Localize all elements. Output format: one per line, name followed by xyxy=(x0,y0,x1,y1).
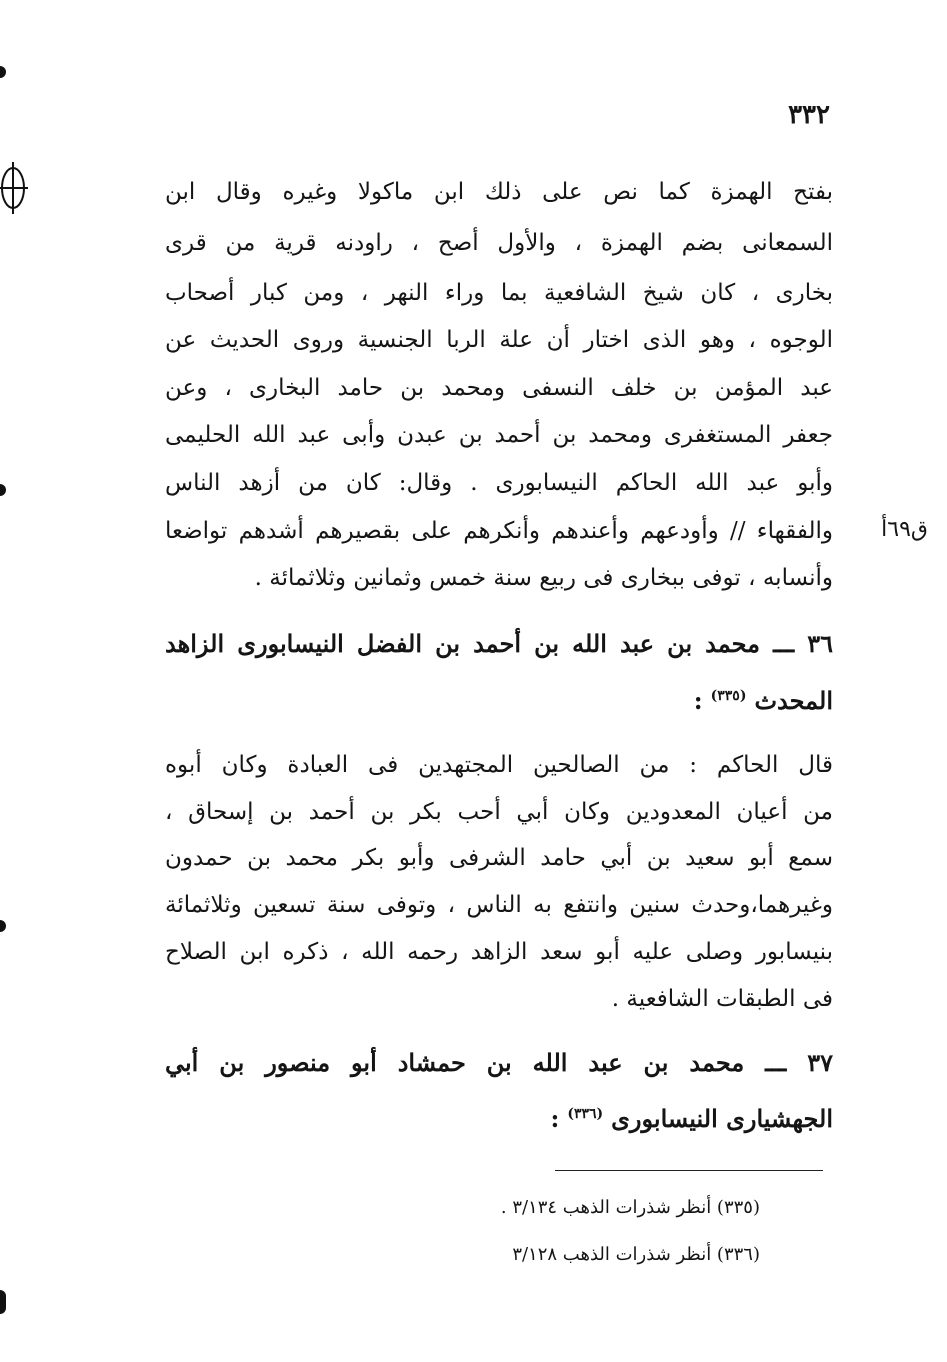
text-line: جعفر المستغفرى ومحمد بن أحمد بن عبدن وأبى عبد الله الحليمى xyxy=(165,422,833,448)
footnote-reference: (٣٣٦) xyxy=(567,1106,604,1122)
text-line: السمعانى بضم الهمزة ، والأول أصح ، راودنه قرية من قرى xyxy=(165,230,833,256)
footnote-reference: (٣٣٥) xyxy=(710,688,747,704)
text-line: بخارى ، كان شيخ الشافعية بما وراء النهر ، ومن كبار أصحاب xyxy=(165,280,833,306)
footnote-divider xyxy=(555,1170,823,1171)
heading-line xyxy=(165,680,833,717)
text-line: قال الحاكم : من الصالحين المجتهدين فى العبادة وكان أبوه xyxy=(165,752,833,778)
text-line: عبد المؤمن بن خلف النسفى ومحمد بن حامد البخارى ، وعن xyxy=(165,375,833,401)
text-line: والفقهاء // وأودعهم وأعندهم وأنكرهم على بقصيرهم أشدهم تواضعا xyxy=(165,518,833,544)
heading-text: المحدث xyxy=(754,686,833,715)
text-line: فى الطبقات الشافعية . xyxy=(611,986,833,1012)
text-line: من أعيان المعدودين وكان أبي أحب بكر بن أحمد بن إسحاق ، xyxy=(165,799,833,825)
footnote: (٣٣٦) أنظر شذرات الذهب ٣/١٢٨ xyxy=(512,1244,760,1265)
text-line: بفتح الهمزة كما نص على ذلك ابن ماكولا وغيره وقال ابن xyxy=(165,179,833,205)
edge-mark xyxy=(0,920,6,932)
text-line: وأبو عبد الله الحاكم النيسابورى . وقال: كان من أزهد الناس xyxy=(165,470,833,496)
text-line: وأنسابه ، توفى ببخارى فى ربيع سنة خمس وثمانين وثلاثمائة . xyxy=(254,565,833,591)
heading-text: الجهشيارى النيسابورى xyxy=(611,1104,833,1133)
heading-colon: : xyxy=(550,1104,560,1133)
heading-line: ٣٦ ـــ محمد بن عبد الله بن أحمد بن الفضل النيسابورى الزاهد xyxy=(165,629,833,658)
footnote: (٣٣٥) أنظر شذرات الذهب ٣/١٣٤ . xyxy=(500,1197,760,1218)
heading-line xyxy=(165,1098,833,1135)
text-line: وغيرهما،وحدث سنين وانتفع به الناس ، وتوفى سنة تسعين وثلاثمائة xyxy=(165,892,833,918)
registration-crosshair-icon xyxy=(0,158,30,218)
text-line: سمع أبو سعيد بن أبي حامد الشرفى وأبو بكر محمد بن حمدون xyxy=(165,845,833,871)
page-number: ٣٣٢ xyxy=(788,100,830,130)
text-line: بنيسابور وصلى عليه أبو سعد الزاهد رحمه الله ، ذكره ابن الصلاح xyxy=(165,939,833,965)
text-line: الوجوه ، وهو الذى اختار أن علة الربا الجنسية وروى الحديث عن xyxy=(165,327,833,353)
edge-mark xyxy=(0,1290,6,1314)
manuscript-folio-note: ق٦٩أ xyxy=(881,517,928,542)
heading-colon: : xyxy=(693,686,703,715)
edge-mark xyxy=(0,484,6,496)
heading-line: ٣٧ ـــ محمد بن عبد الله بن حمشاد أبو منصور بن أبي xyxy=(165,1048,833,1077)
edge-mark xyxy=(0,66,6,78)
